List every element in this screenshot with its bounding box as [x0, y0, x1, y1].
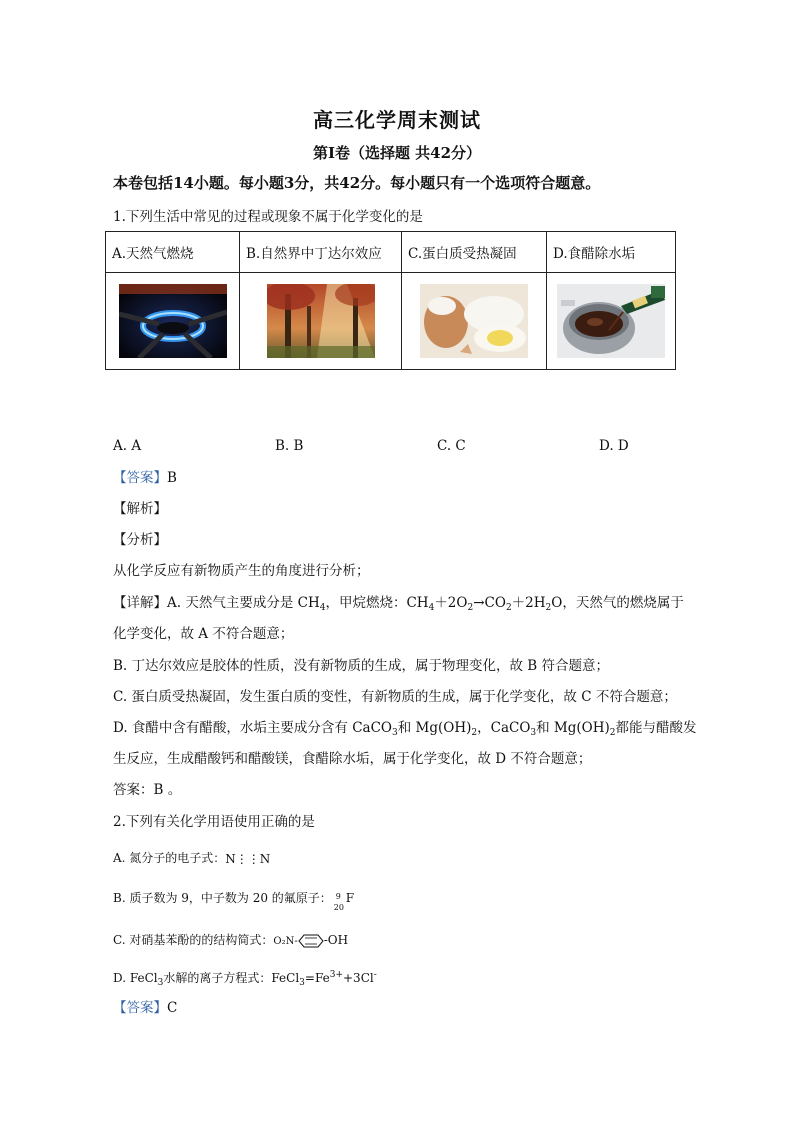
choice-b[interactable]: B. B	[275, 438, 304, 454]
choice-d[interactable]: D. D	[599, 438, 629, 454]
q2-answer	[113, 998, 177, 1018]
option-a-label: A.天然气燃烧	[106, 232, 240, 273]
instructions: 本卷包括14小题。每小题3分，共42分。每小题只有一个选项符合题意。	[113, 174, 601, 192]
answer-tag: 【答案】	[113, 470, 167, 486]
option-b-label: B.自然界中丁达尔效应	[240, 232, 402, 273]
nitrogen-electron-formula: N⋮⋮N	[225, 851, 271, 866]
q1-detail-a-cont: 化学变化，故 A 不符合题意；	[113, 626, 294, 642]
choice-a[interactable]: A. A	[113, 438, 142, 454]
q1-detail-c: C. 蛋白质受热凝固，发生蛋白质的变性，有新物质的生成，属于化学变化，故 C 不符合题意；	[113, 689, 677, 705]
q2-stem: 2.下列有关化学用语使用正确的是	[113, 814, 315, 830]
q1-detail-a: 【详解】A. 天然气主要成分是 $CH_4$，甲烷燃烧：$CH_4+2O_2\to CO_2+2H_2O$，天然气的燃烧属于	[113, 595, 684, 613]
q2-option-a[interactable]: A. 氮分子的电子式：N⋮⋮N	[113, 848, 270, 869]
option-c-label: C.蛋白质受热凝固	[402, 232, 547, 273]
q1-options-table	[105, 231, 676, 370]
forest-light-photo	[267, 284, 375, 358]
vinegar-kettle-photo	[557, 284, 665, 358]
boiled-egg-photo	[420, 284, 528, 358]
q1-answer	[113, 468, 177, 488]
q2-option-c[interactable]: C. 对硝基苯酚的的结构简式：O₂N- -OH	[113, 933, 349, 947]
q2-option-b[interactable]: B. 质子数为 9，中子数为 20 的氟原子： 9 20 F	[113, 888, 354, 909]
answer-value: B	[167, 470, 177, 486]
q1-stem: 1.下列生活中常见的过程或现象不属于化学变化的是	[113, 209, 423, 225]
q1-fenxi-tag: 【分析】	[113, 532, 167, 548]
q1-conclusion: 答案：B 。	[113, 782, 182, 798]
section-title: 第Ⅰ卷（选择题 共42分）	[312, 144, 482, 162]
option-b-image-cell	[240, 273, 402, 370]
fluorine-isotope-notation: 9 20	[333, 891, 344, 912]
option-d-label: D.食醋除水垢	[547, 232, 676, 273]
q1-fenxi: 从化学反应有新物质产生的角度进行分析；	[113, 563, 370, 579]
option-a-image-cell	[106, 273, 240, 370]
answer-tag: 【答案】	[113, 1000, 167, 1016]
gas-flame-photo	[119, 284, 227, 358]
q2-option-d[interactable]: D. FeCl$_3$水解的离子方程式：$FeCl_3=Fe^{3+}+3Cl^-$	[113, 970, 377, 988]
page-title: 高三化学周末测试	[313, 108, 481, 132]
q1-detail-b: B. 丁达尔效应是胶体的性质，没有新物质的生成，属于物理变化，故 B 符合题意；	[113, 658, 610, 674]
benzene-ring-icon	[298, 934, 324, 948]
q1-analysis-tag: 【解析】	[113, 501, 167, 517]
option-c-image-cell	[402, 273, 547, 370]
q1-detail-d-cont: 生反应，生成醋酸钙和醋酸镁，食醋除水垢，属于化学变化，故 D 不符合题意；	[113, 751, 592, 767]
option-d-image-cell	[547, 273, 676, 370]
choice-c[interactable]: C. C	[437, 438, 466, 454]
answer-value: C	[167, 1000, 178, 1016]
q1-detail-d: D. 食醋中含有醋酸，水垢主要成分含有 CaCO$_3$和 $Mg(OH)_2$，CaCO$_3$和 $Mg(OH)_2$都能与醋酸发	[113, 720, 697, 738]
